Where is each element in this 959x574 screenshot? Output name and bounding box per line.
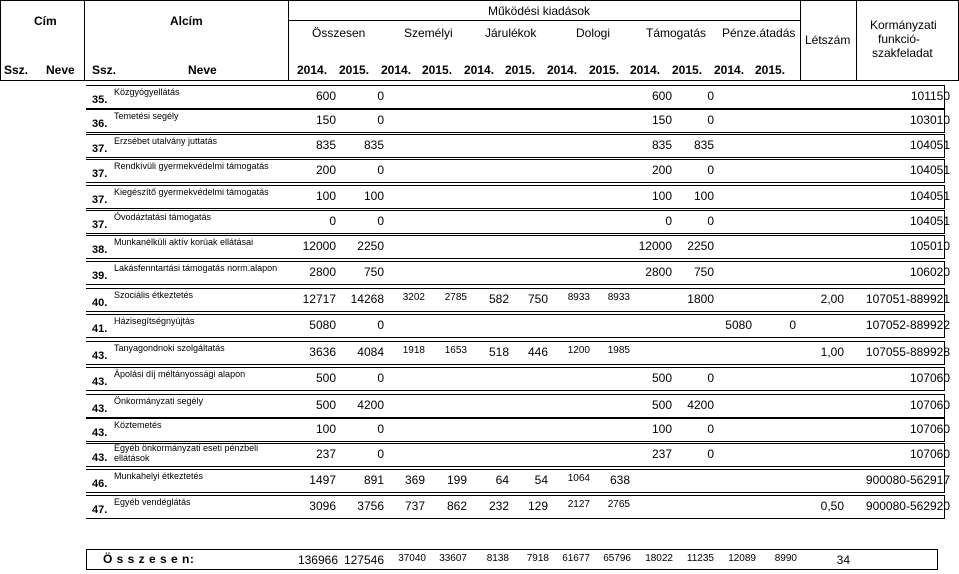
header-year-8: 2014. — [630, 63, 661, 77]
row-name: Óvodáztatási támogatás — [114, 212, 212, 222]
row-name: Munkanélküli aktív korúak ellátásai — [114, 237, 254, 247]
total-label: Ö s s z e s e n: — [103, 552, 195, 566]
row-value: 8933 — [607, 292, 630, 303]
header-szemelyi: Személyi — [404, 26, 453, 40]
row-number: 46. — [92, 478, 108, 490]
header-ssz2: Ssz. — [92, 63, 117, 77]
row-value: 4200 — [357, 398, 384, 412]
row-letszam: 1,00 — [820, 345, 844, 359]
row-value: 237 — [315, 447, 336, 461]
row-value: 100 — [693, 189, 714, 203]
row-value: 12717 — [302, 292, 336, 306]
row-value: 4200 — [687, 398, 714, 412]
row-border — [86, 314, 945, 338]
total-value: 18022 — [645, 553, 673, 564]
row-value: 0 — [377, 371, 384, 385]
row-number: 37. — [92, 168, 108, 180]
row-kormanyzati-funkcio: 104051 — [909, 138, 950, 152]
row-name: Lakásfenntartási támogatás norm.alapon — [114, 263, 278, 273]
header-year-4: 2014. — [464, 63, 495, 77]
row-value: 12000 — [302, 239, 336, 253]
table-row — [0, 341, 959, 367]
row-number: 35. — [92, 94, 108, 106]
row-name: Ápolási díj méltányossági alapon — [114, 369, 246, 379]
row-kormanyzati-funkcio: 105010 — [909, 239, 950, 253]
total-value: 8138 — [486, 553, 509, 564]
row-number: 37. — [92, 194, 108, 206]
table-row — [0, 418, 959, 444]
row-kormanyzati-funkcio: 900080-562920 — [865, 499, 950, 513]
row-name: Önkormányzati segély — [114, 396, 204, 406]
header-year-2: 2014. — [381, 63, 412, 77]
header-neve1: Neve — [46, 63, 75, 77]
header-neve2: Neve — [188, 63, 217, 77]
row-border — [86, 394, 945, 418]
row-kormanyzati-funkcio: 103010 — [909, 113, 950, 127]
row-value: 199 — [446, 473, 467, 487]
row-value: 0 — [377, 113, 384, 127]
row-value: 100 — [651, 422, 672, 436]
total-value: 33607 — [439, 553, 467, 564]
total-value: 65796 — [603, 553, 631, 564]
row-name: Temetési segély — [114, 111, 179, 121]
row-letszam: 2,00 — [820, 292, 844, 306]
row-value: 737 — [404, 499, 425, 513]
row-kormanyzati-funkcio: 104051 — [909, 163, 950, 177]
row-value: 2765 — [607, 499, 630, 510]
header-mid-line — [288, 20, 800, 21]
row-value: 3756 — [357, 499, 384, 513]
row-value: 0 — [377, 318, 384, 332]
table-row — [0, 109, 959, 135]
row-name: Közgyógyellátás — [114, 87, 180, 97]
header-year-11: 2015. — [755, 63, 786, 77]
row-value: 500 — [315, 398, 336, 412]
row-value: 0 — [665, 214, 672, 228]
row-value: 862 — [446, 499, 467, 513]
header-alcim: Alcím — [170, 14, 203, 28]
table-row — [0, 314, 959, 340]
header-year-6: 2014. — [547, 63, 578, 77]
row-number: 40. — [92, 297, 108, 309]
header-dologi: Dologi — [576, 26, 611, 40]
table-row — [0, 185, 959, 211]
row-name: Egyéb vendéglátás — [114, 497, 191, 507]
row-name: Kiegészítő gyermekvédelmi támogatás — [114, 187, 269, 197]
header-jarulekok: Járulékok — [485, 26, 537, 40]
total-value: 7918 — [526, 553, 549, 564]
row-number: 43. — [92, 350, 108, 362]
row-value: 446 — [527, 345, 548, 359]
header-top-line — [0, 0, 959, 1]
row-value: 0 — [707, 89, 714, 103]
row-number: 41. — [92, 323, 108, 335]
row-number: 43. — [92, 376, 108, 388]
row-value: 5080 — [309, 318, 336, 332]
total-value: 37040 — [398, 553, 426, 564]
table-row — [0, 85, 959, 111]
header-tamogatas: Támogatás — [646, 26, 707, 40]
row-value: 3202 — [402, 292, 425, 303]
row-value: 1653 — [444, 345, 467, 356]
row-value: 4084 — [357, 345, 384, 359]
row-value: 200 — [651, 163, 672, 177]
row-value: 0 — [377, 214, 384, 228]
header-letszam: Létszám — [805, 33, 851, 47]
row-value: 750 — [363, 265, 384, 279]
row-value: 0 — [707, 113, 714, 127]
header-cim: Cím — [34, 14, 57, 28]
header-year-3: 2015. — [422, 63, 453, 77]
header-year-0: 2014. — [297, 63, 328, 77]
header-ssz1: Ssz. — [4, 63, 29, 77]
row-value: 0 — [707, 371, 714, 385]
row-name: Erzsébet utalvány juttatás — [114, 136, 218, 146]
row-number: 43. — [92, 427, 108, 439]
header-year-9: 2015. — [672, 63, 703, 77]
row-value: 54 — [534, 473, 548, 487]
row-border — [86, 418, 945, 442]
total-letszam: 34 — [836, 553, 850, 567]
row-number: 38. — [92, 244, 108, 256]
header-bottom-line — [0, 80, 959, 81]
row-value: 2800 — [309, 265, 336, 279]
row-value: 0 — [789, 318, 796, 332]
header-mukodesi: Működési kiadások — [488, 4, 591, 18]
row-value: 14268 — [350, 292, 384, 306]
row-kormanyzati-funkcio: 107055-889928 — [865, 345, 950, 359]
total-value: 61677 — [562, 553, 590, 564]
row-value: 582 — [488, 292, 509, 306]
row-number: 37. — [92, 143, 108, 155]
row-value: 835 — [363, 138, 384, 152]
row-name: Házisegítségnyújtás — [114, 316, 195, 326]
row-value: 1985 — [607, 345, 630, 356]
row-number: 36. — [92, 118, 108, 130]
header-kormfunk-1: Kormányzati — [870, 18, 937, 32]
row-value: 835 — [651, 138, 672, 152]
total-value: 11235 — [686, 553, 714, 564]
row-kormanyzati-funkcio: 106020 — [909, 265, 950, 279]
header-osszesen: Összesen — [312, 26, 366, 40]
row-kormanyzati-funkcio: 900080-562917 — [865, 473, 950, 487]
row-name: Rendkívüli gyermekvédelmi támogatás — [114, 161, 269, 171]
total-value: 8990 — [774, 553, 797, 564]
row-value: 835 — [693, 138, 714, 152]
row-value: 2127 — [567, 499, 590, 510]
row-value: 2250 — [687, 239, 714, 253]
row-value: 64 — [495, 473, 509, 487]
row-value: 835 — [315, 138, 336, 152]
row-value: 1800 — [687, 292, 714, 306]
header-year-5: 2015. — [505, 63, 536, 77]
row-value: 500 — [651, 398, 672, 412]
row-value: 12000 — [638, 239, 672, 253]
row-kormanyzati-funkcio: 107060 — [909, 398, 950, 412]
row-value: 3636 — [309, 345, 336, 359]
row-value: 150 — [651, 113, 672, 127]
row-kormanyzati-funkcio: 104051 — [909, 189, 950, 203]
table-row — [0, 210, 959, 236]
header-year-1: 2015. — [339, 63, 370, 77]
row-value: 150 — [315, 113, 336, 127]
row-value: 2785 — [444, 292, 467, 303]
row-value: 750 — [693, 265, 714, 279]
row-value: 2800 — [645, 265, 672, 279]
row-number: 47. — [92, 504, 108, 516]
row-value: 5080 — [725, 318, 752, 332]
table-row — [0, 288, 959, 314]
row-value: 100 — [315, 422, 336, 436]
table-row — [0, 367, 959, 393]
row-value: 100 — [651, 189, 672, 203]
row-value: 8933 — [567, 292, 590, 303]
row-value: 369 — [404, 473, 425, 487]
row-value: 0 — [707, 422, 714, 436]
header-year-7: 2015. — [589, 63, 620, 77]
table-row — [0, 134, 959, 160]
row-value: 1497 — [309, 473, 336, 487]
row-border — [86, 85, 945, 109]
row-value: 750 — [527, 292, 548, 306]
table-row — [0, 159, 959, 185]
row-letszam: 0,50 — [820, 499, 844, 513]
row-value: 1200 — [567, 345, 590, 356]
total-value: 136966 — [297, 553, 338, 567]
row-value: 0 — [377, 89, 384, 103]
row-value: 1064 — [567, 473, 590, 484]
table-row — [0, 394, 959, 420]
row-value: 200 — [315, 163, 336, 177]
table-row — [0, 495, 959, 521]
row-kormanyzati-funkcio: 107060 — [909, 371, 950, 385]
row-value: 237 — [651, 447, 672, 461]
table-row — [0, 469, 959, 495]
row-number: 39. — [92, 270, 108, 282]
row-name: Köztemetés — [114, 420, 162, 430]
row-number: 37. — [92, 219, 108, 231]
row-value: 638 — [609, 473, 630, 487]
row-value: 1918 — [402, 345, 425, 356]
row-value: 0 — [707, 163, 714, 177]
total-value: 127546 — [343, 553, 384, 567]
row-value: 500 — [651, 371, 672, 385]
row-value: 0 — [707, 214, 714, 228]
row-kormanyzati-funkcio: 104051 — [909, 214, 950, 228]
row-value: 2250 — [357, 239, 384, 253]
row-number: 43. — [92, 403, 108, 415]
row-name: Munkahelyi étkeztetés — [114, 471, 204, 481]
row-value: 100 — [315, 189, 336, 203]
row-kormanyzati-funkcio: 107051-889921 — [865, 292, 950, 306]
row-value: 0 — [377, 163, 384, 177]
table-row — [0, 261, 959, 287]
row-value: 600 — [315, 89, 336, 103]
row-name: Egyéb önkormányzati eseti pénzbeli ellátások — [114, 443, 259, 463]
row-value: 232 — [488, 499, 509, 513]
row-value: 518 — [488, 345, 509, 359]
row-value: 500 — [315, 371, 336, 385]
row-name: Szociális étkeztetés — [114, 290, 194, 300]
row-kormanyzati-funkcio: 107060 — [909, 447, 950, 461]
header-kormfunk-3: szakfeladat — [872, 46, 933, 60]
row-value: 891 — [363, 473, 384, 487]
row-value: 3096 — [309, 499, 336, 513]
row-kormanyzati-funkcio: 101150 — [910, 89, 950, 103]
row-value: 0 — [377, 422, 384, 436]
row-value: 100 — [363, 189, 384, 203]
table-row — [0, 443, 959, 469]
row-value: 600 — [651, 89, 672, 103]
row-kormanyzati-funkcio: 107060 — [909, 422, 950, 436]
row-number: 43. — [92, 452, 108, 464]
row-value: 129 — [527, 499, 548, 513]
header-penzeatadas: Pénze.átadás — [722, 26, 796, 40]
row-border — [86, 210, 945, 234]
row-value: 0 — [329, 214, 336, 228]
row-name: Tanyagondnoki szolgáltatás — [114, 343, 225, 353]
header-kormfunk-2: funkció- — [878, 32, 921, 46]
row-value: 0 — [377, 447, 384, 461]
total-value: 12089 — [728, 553, 756, 564]
row-value: 0 — [707, 447, 714, 461]
row-border — [86, 109, 945, 133]
table-row — [0, 235, 959, 261]
row-kormanyzati-funkcio: 107052-889922 — [865, 318, 950, 332]
header-year-10: 2014. — [714, 63, 745, 77]
